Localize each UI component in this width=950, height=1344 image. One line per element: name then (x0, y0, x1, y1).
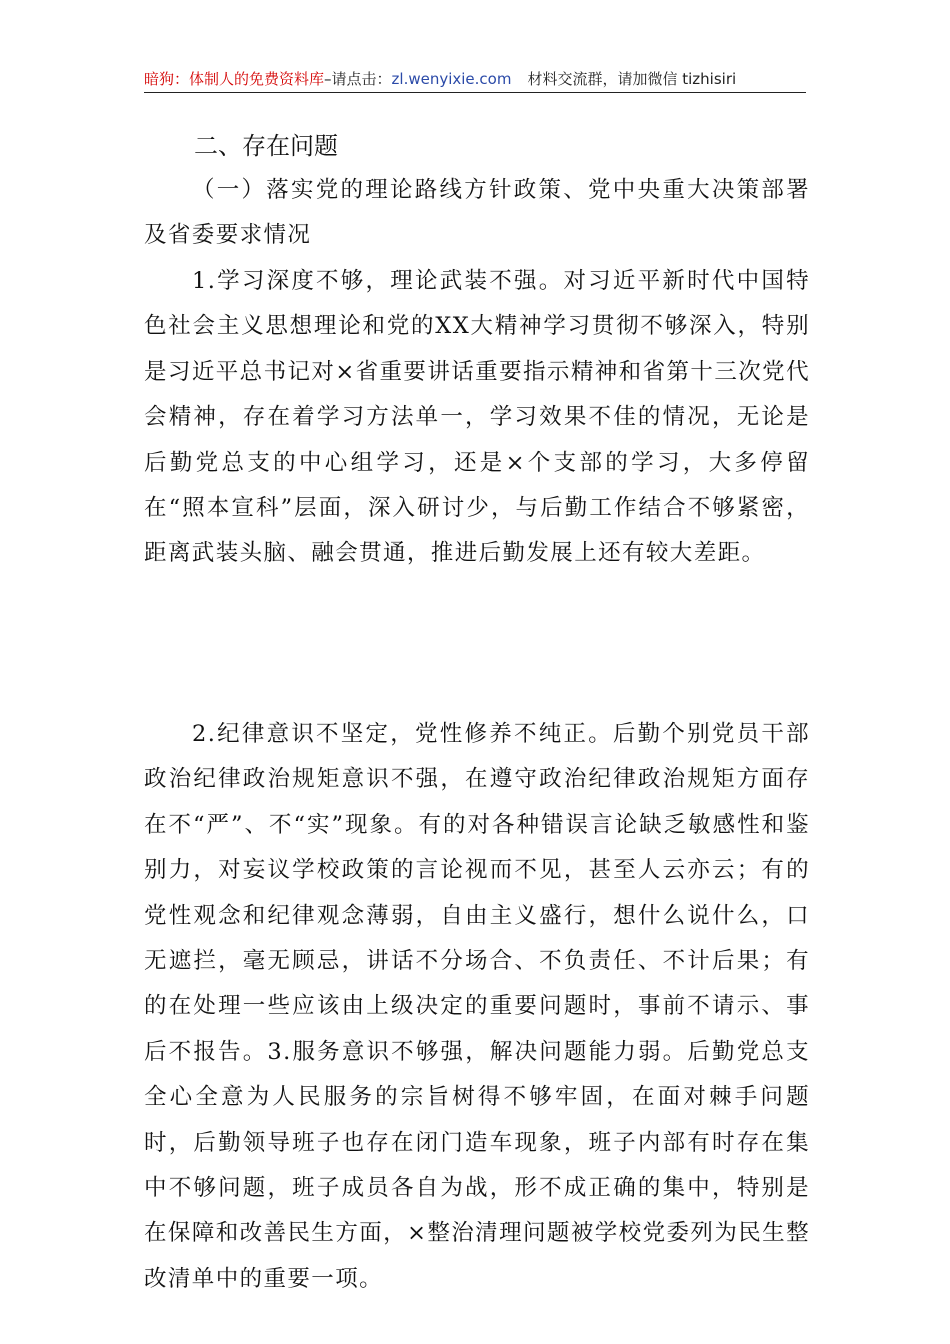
subsection-heading: （一）落实党的理论路线方针政策、党中央重大决策部署及省委要求情况 (144, 177, 810, 249)
page-header (144, 68, 806, 93)
header-wechat-note: 材料交流群，请加微信 tizhisiri (527, 70, 737, 88)
header-link[interactable]: zl.wenyixie.com (391, 70, 512, 88)
section-heading: 二、存在问题 (194, 132, 338, 160)
header-brand: 暗狗：体制人的免费资料库 (144, 70, 325, 88)
header-prompt: –请点击： (324, 70, 392, 88)
paragraph-1: 1.学习深度不够，理论武装不强。对习近平新时代中国特色社会主义思想理论和党的XX大精神学习贯彻不够深入，特别是习近平总书记对×省重要讲话重要指示精神和省第十三次党代会精神，存在着学习方法单一，学习效果不佳的情况，无论是后勤党总支的中心组学习，还是×个支部的学习，大多停留在“照本宣科”层面，深入研讨少，与后勤工作结合不够紧密，距离武装头脑、融会贯通，推进后勤发展上还有较大差距。 (144, 268, 810, 567)
paragraph-2: 2.纪律意识不坚定，党性修养不纯正。后勤个别党员干部政治纪律政治规矩意识不强，在遵守政治纪律政治规矩方面存在不“严”、不“实”现象。有的对各种错误言论缺乏敏感性和鉴别力，对妄议学校政策的言论视而不见，甚至人云亦云；有的党性观念和纪律观念薄弱，自由主义盛行，想什么说什么，口无遮拦，毫无顾忌，讲话不分场合、不负责任、不计后果；有的在处理一些应该由上级决定的重要问题时，事前不请示、事后不报告。3.服务意识不够强，解决问题能力弱。后勤党总支全心全意为人民服务的宗旨树得不够牢固，在面对棘手问题时，后勤领导班子也存在闭门造车现象，班子内部有时存在集中不够问题，班子成员各自为战，形不成正确的集中，特别是在保障和改善民生方面，×整治清理问题被学校党委列为民生整改清单中的重要一项。 (144, 721, 810, 1292)
